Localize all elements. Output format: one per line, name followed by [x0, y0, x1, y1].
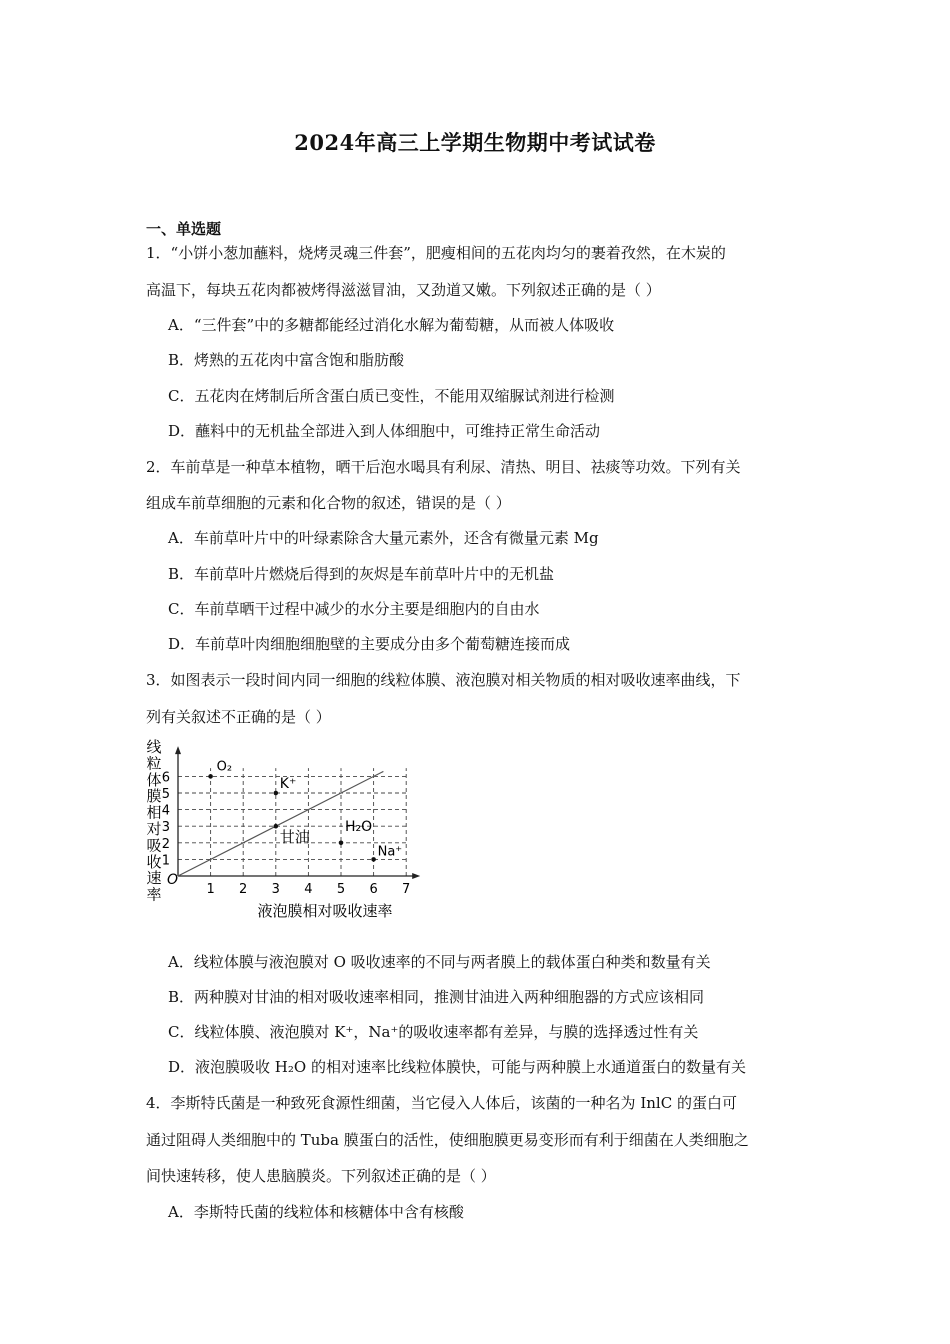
q2-option-c: C．车前草晒干过程中减少的水分主要是细胞内的自由水 — [168, 600, 540, 618]
x-tick-label: 6 — [369, 882, 378, 897]
data-point — [274, 824, 279, 829]
y-axis-label-char: 粒 — [146, 754, 162, 773]
q2-stem-line2: 组成车前草细胞的元素和化合物的叙述，错误的是（ ） — [146, 494, 511, 512]
q1-option-b: B．烤熟的五花肉中富含饱和脂肪酸 — [168, 351, 405, 369]
y-tick-label: 5 — [161, 787, 170, 802]
q3-stem-line1: 3．如图表示一段时间内同一细胞的线粒体膜、液泡膜对相关物质的相对吸收速率曲线，下 — [146, 671, 741, 689]
q2-option-b: B．车前草叶片燃烧后得到的灰烬是车前草叶片中的无机盐 — [168, 565, 555, 583]
q2-stem-line1: 2．车前草是一种草本植物，晒干后泡水喝具有利尿、清热、明目、祛痰等功效。下列有关 — [146, 458, 741, 476]
y-axis-label-char: 吸 — [146, 836, 162, 855]
y-axis-label-char: 率 — [146, 885, 162, 904]
q3-stem-line2: 列有关叙述不正确的是（ ） — [146, 708, 331, 726]
q2-option-a: A．车前草叶片中的叶绿素除含大量元素外，还含有微量元素 Mg — [168, 529, 599, 547]
q1-stem-line1: 1．“小饼小葱加蘸料，烧烤灵魂三件套”，肥瘦相间的五花肉均匀的裹着孜然，在木炭的 — [146, 244, 726, 262]
x-tick-label: 1 — [206, 882, 215, 897]
q4-stem-line2: 通过阻碍人类细胞中的 Tuba 膜蛋白的活性，使细胞膜更易变形而有利于细菌在人类细胞之 — [146, 1131, 749, 1149]
data-point — [371, 857, 376, 862]
q1-option-a: A．“三件套”中的多糖都能经过消化水解为葡萄糖，从而被人体吸收 — [168, 316, 615, 334]
q3-option-b: B．两种膜对甘油的相对吸收速率相同，推测甘油进入两种细胞器的方式应该相同 — [168, 988, 705, 1006]
y-tick-label: 3 — [161, 820, 170, 836]
x-tick-label: 5 — [336, 882, 346, 897]
x-tick-label: 4 — [304, 882, 313, 897]
q3-option-a: A．线粒体膜与液泡膜对 O 吸收速率的不同与两者膜上的载体蛋白种类和数量有关 — [168, 953, 711, 971]
y-axis-arrow — [175, 746, 181, 754]
y-axis-label-char: 线 — [146, 738, 162, 756]
x-tick-label: 2 — [239, 882, 248, 897]
y-axis-label-char: 对 — [146, 820, 162, 838]
y-tick-label: 6 — [161, 770, 170, 786]
q4-stem-line3: 间快速转移，使人患脑膜炎。下列叙述正确的是（ ） — [146, 1167, 496, 1185]
y-axis-label-char: 膜 — [146, 787, 162, 806]
data-point-label: Na⁺ — [377, 844, 403, 860]
data-point-label: O₂ — [216, 759, 233, 775]
x-axis-arrow — [412, 873, 420, 879]
data-point-label: H₂O — [345, 818, 373, 835]
q4-option-a: A．李斯特氏菌的线粒体和核糖体中含有核酸 — [168, 1203, 464, 1221]
data-point — [208, 774, 213, 779]
x-tick-label: 3 — [271, 882, 280, 897]
y-tick-label: 4 — [161, 803, 170, 819]
section-heading: 一、单选题 — [146, 220, 222, 238]
q1-stem-line2: 高温下，每块五花肉都被烤得滋滋冒油，又劲道又嫩。下列叙述正确的是（ ） — [146, 281, 661, 299]
x-tick-label: 7 — [402, 882, 411, 897]
y-axis-label-char: 相 — [146, 803, 162, 822]
y-axis-label — [146, 738, 161, 904]
q3-option-d: D．液泡膜吸收 H₂O 的相对速率比线粒体膜快，可能与两种膜上水通道蛋白的数量有关 — [168, 1058, 746, 1076]
y-axis-label-char: 收 — [146, 852, 162, 871]
data-point — [274, 791, 279, 796]
y-axis-label-char: 体 — [146, 770, 162, 789]
data-point-label: 甘油 — [279, 828, 310, 847]
absorption-rate-chart — [142, 738, 422, 920]
q1-option-d: D．蘸料中的无机盐全部进入到人体细胞中，可维持正常生命活动 — [168, 422, 601, 440]
data-point — [339, 841, 344, 846]
page-title: 2024年高三上学期生物期中考试试卷 — [294, 130, 656, 155]
q2-option-d: D．车前草叶肉细胞细胞壁的主要成分由多个葡萄糖连接而成 — [168, 635, 571, 653]
q4-stem-line1: 4．李斯特氏菌是一种致死食源性细菌，当它侵入人体后，该菌的一种名为 InlC 的蛋白可 — [146, 1094, 737, 1112]
origin-label: O — [167, 872, 179, 888]
data-point-label: K⁺ — [279, 776, 297, 792]
y-tick-label: 1 — [161, 853, 170, 869]
q1-option-c: C．五花肉在烤制后所含蛋白质已变性，不能用双缩脲试剂进行检测 — [168, 387, 615, 405]
y-tick-label: 2 — [161, 836, 170, 852]
y-axis-label-char: 速 — [146, 869, 162, 888]
q3-option-c: C．线粒体膜、液泡膜对 K⁺，Na⁺的吸收速率都有差异，与膜的选择透过性有关 — [168, 1023, 699, 1041]
x-axis-label: 液泡膜相对吸收速率 — [257, 902, 393, 920]
